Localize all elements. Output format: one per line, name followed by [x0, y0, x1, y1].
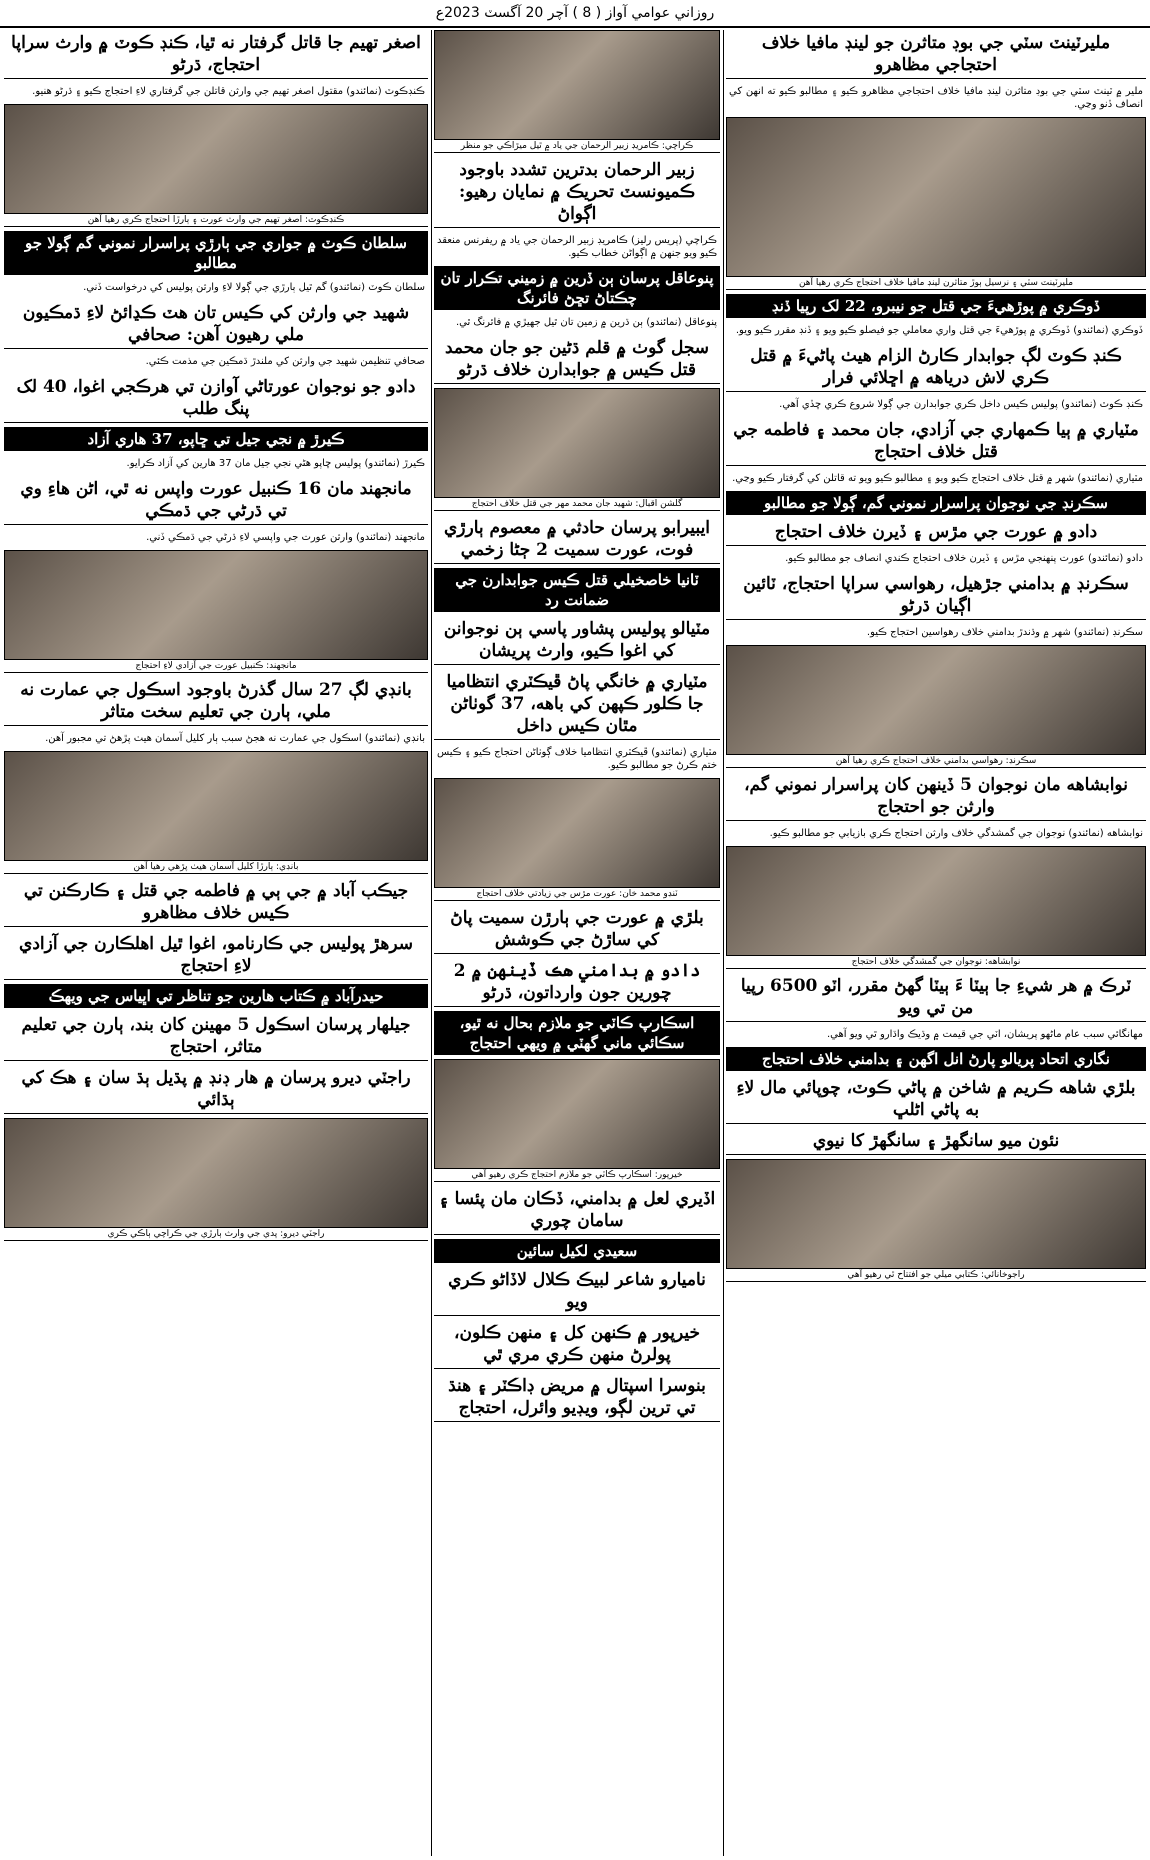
news-photo — [4, 751, 428, 861]
news-headline: شهيد جي وارثن کي ڪيس تان هٽ ڪڍائڻ لاءِ ڌمڪيون ملي رهيون آهن: صحافي — [4, 300, 428, 349]
news-photo-block — [434, 30, 720, 153]
news-headline: بانڊي لڳ 27 سال گذرڻ باوجود اسڪول جي عمارت نه ملي، ٻارن جي تعليم سخت متاثر — [4, 677, 428, 726]
news-headline: خيرپور ۾ ڪنهن کل ۽ منهن ڪلون، پولرڻ منهن ڪري مري ٿي — [434, 1320, 720, 1369]
news-headline: ناميارو شاعر لبيڪ ڪلال لاڏاڻو ڪري ويو — [434, 1267, 720, 1316]
news-story — [4, 455, 428, 472]
news-headline: ٽانيا خاصخيلي قتل ڪيس جوابدارن جي ضمانت رد — [434, 568, 720, 612]
photo-caption: ٽنڊو محمد خان: عورت مڙس جي زيادتي خلاف احتجاج — [434, 888, 720, 901]
photo-caption: سڪرنڊ: رهواسي بدامني خلاف احتجاج ڪري رهيا آهن — [726, 755, 1146, 768]
news-body-text: سلطان ڪوٽ (نمائندو) گم ٿيل ٻارڙي جي ڳولا لاءِ وارثن پوليس کي درخواست ڏني. — [83, 282, 425, 293]
news-story — [434, 335, 720, 384]
news-headline: مليرٽينٽ سٽي جي بوڊ متاثرن جو لينڊ مافيا خلاف احتجاجي مظاهرو — [726, 30, 1146, 79]
news-photo — [726, 846, 1146, 956]
news-story — [434, 669, 720, 740]
news-headline: سڪرنڊ جي نوجوان پراسرار نموني گم، ڳولا جو مطالبو — [726, 491, 1146, 515]
masthead — [0, 0, 1150, 28]
news-story — [4, 427, 428, 451]
news-headline: دادو ۾ بدامني هڪ ڏينهن ۾ 2 چورين جون وارداتون، ڌرڻو — [434, 958, 720, 1007]
photo-caption: مانجهند: ڪنبيل عورت جي آزادي لاءِ احتجاج — [4, 660, 428, 673]
news-photo-block — [726, 117, 1146, 290]
news-photo-block — [726, 645, 1146, 768]
news-story — [726, 519, 1146, 546]
news-story — [4, 1065, 428, 1114]
photo-caption: گلشن اقبال: شهيد جان محمد مهر جي قتل خلاف احتجاج — [434, 498, 720, 511]
news-story — [726, 772, 1146, 821]
news-photo-block — [434, 1059, 720, 1182]
news-headline: حيدرآباد ۾ ڪتاب هارين جو تناظر تي اڀياس جي ويهڪ — [4, 984, 428, 1008]
news-headline: نئون ميو سانگهڙ ۽ سانگهڙ کا نيوي — [726, 1128, 1146, 1155]
news-body-text: صحافي تنظيمن شهيد جي وارثن کي ملندڙ ڌمڪين جي مذمت ڪئي. — [145, 356, 425, 367]
news-story — [726, 396, 1146, 413]
photo-caption: راجٽي ديرو: پدي جي وارث ٻارڙي جي ڪراچي ٻاڪي ڪري — [4, 1228, 428, 1241]
news-headline: ڏوڪري ۾ پوڙهيءَ جي قتل جو نيبرو، 22 لک رپيا ڏنڊ — [726, 294, 1146, 318]
news-story — [726, 1075, 1146, 1124]
news-story — [4, 1012, 428, 1061]
news-photo — [434, 778, 720, 888]
news-photo — [726, 117, 1146, 277]
news-story — [4, 476, 428, 525]
news-headline: جيلهار پرسان اسڪول 5 مهينن کان بند، ٻارن جي تعليم متاثر، احتجاج — [4, 1012, 428, 1061]
news-story — [726, 343, 1146, 392]
news-body-text: دادو (نمائندو) عورت پنهنجي مڙس ۽ ڏيرن خلاف احتجاج ڪندي انصاف جو مطالبو ڪيو. — [785, 553, 1143, 564]
news-story — [4, 529, 428, 546]
news-photo — [434, 1059, 720, 1169]
news-headline: راجٽي ديرو پرسان ۾ هار ڊنڊ ۾ پڌيل ٻڌ سان ۽ هڪ کي ٻڌائي — [4, 1065, 428, 1114]
news-story — [726, 417, 1146, 466]
news-headline: اصغر تهيم جا قاتل گرفتار نه ٿيا، ڪنڊ ڪوٽ ۾ وارث سراپا احتجاج، ڌرڻو — [4, 30, 428, 79]
news-body-text: مٽياري (نمائندو) شهر ۾ قتل خلاف احتجاج ڪيو ويو ۽ مطالبو ڪيو ويو ته قاتلن کي گرفتار ڪيو وڃي. — [732, 473, 1143, 484]
news-story — [434, 266, 720, 310]
news-body-text: ڏوڪري (نمائندو) ڏوڪري ۾ پوڙهيءَ جي قتل واري معاملي جو فيصلو ڪيو ويو ۽ ڏنڊ مقرر ڪيو ويو. — [735, 325, 1143, 336]
news-body-text: ملير ۾ ٽينٽ سٽي جي بوڊ متاثرن لينڊ مافيا خلاف احتجاجي مظاهرو ڪيو ۽ مطالبو ڪيو ته انهن کي انصاف ڏنو وڃي. — [729, 86, 1143, 110]
news-body-text: نوابشاهه (نمائندو) نوجوان جي گمشدگي خلاف وارثن احتجاج ڪري بازيابي جو مطالبو ڪيو. — [769, 828, 1143, 839]
column-divider — [723, 30, 724, 1856]
news-story — [434, 1267, 720, 1316]
news-story — [4, 300, 428, 349]
news-headline: بلڙي شاهه ڪريم ۾ شاخن ۾ پاڻي ڪوٽ، چوپائي مال لاءِ به پاڻي اڻلڀ — [726, 1075, 1146, 1124]
photo-caption: بانڊي: ٻارڙا کليل آسمان هيٺ پڙهي رهيا آهن — [4, 861, 428, 874]
news-photo-block — [4, 550, 428, 673]
news-story — [4, 984, 428, 1008]
news-story — [4, 878, 428, 927]
news-photo-block — [726, 1159, 1146, 1282]
news-story — [726, 30, 1146, 79]
news-headline: مٽياري ۾ ٻيا ڪمهاري جي آزادي، جان محمد ۽ فاطمه جي قتل خلاف احتجاج — [726, 417, 1146, 466]
photo-caption: خيرپور: اسڪارپ ڪاٽي جو ملازم احتجاج ڪري رهيو آهي — [434, 1169, 720, 1182]
news-photo — [726, 645, 1146, 755]
news-story — [434, 958, 720, 1007]
news-body-text: ڪنڊ ڪوٽ (نمائندو) پوليس ڪيس داخل ڪري جوابدارن جي ڳولا شروع ڪري ڇڏي آهي. — [779, 399, 1143, 410]
news-story — [726, 322, 1146, 339]
news-body-text: پنوعاقل (نمائندو) ٻن ڌرين ۾ زمين تان ٿيل جهيڙي ۾ فائرنگ ٿي. — [455, 317, 717, 328]
photo-caption: مليرٽينٽ سٽي ۽ نرسيل ٻوڙ متاثرن لينڊ مافيا خلاف احتجاج ڪري رهيا آهن — [726, 277, 1146, 290]
news-headline: مانجهند مان 16 ڪنبيل عورت واپس نه ٿي، اڻن هاءِ وي تي ڌرڻي جي ڌمڪي — [4, 476, 428, 525]
photo-caption: راجوخانائي: ڪتابي ميلي جو افتتاح ٿي رهيو آهي — [726, 1269, 1146, 1282]
news-body-text: مهانگائي سبب عام ماڻهو پريشان، اٽي جي قيمت ۾ وڌيڪ واڌارو ٿي ويو آهي. — [826, 1029, 1143, 1040]
news-headline: سلطان ڪوٽ ۾ جواري جي ٻارڙي پراسرار نموني گم ڳولا جو مطالبو — [4, 231, 428, 275]
news-photo-block — [726, 846, 1146, 969]
news-photo — [434, 30, 720, 140]
news-photo — [726, 1159, 1146, 1269]
news-headline: سعيدي لکيل سائين — [434, 1239, 720, 1263]
news-story — [726, 973, 1146, 1022]
news-headline: زبير الرحمان بدترين تشدد باوجود ڪميونسٽ تحريڪ ۾ نمايان رهيو: اڳواڻ — [434, 157, 720, 228]
news-story — [434, 616, 720, 665]
news-story — [434, 1373, 720, 1422]
news-story — [434, 1320, 720, 1369]
news-headline: سڪرنڊ ۾ بدامني جڙهيل، رهواسي سراپا احتجاج، ٽائين اڳيان ڌرڻو — [726, 571, 1146, 620]
news-story — [434, 515, 720, 564]
news-story — [726, 571, 1146, 620]
news-headline: اسڪارپ ڪاٽي جو ملازم بحال نه ٿيو، سڪائي ماني گهٽي ۾ ويهي احتجاج — [434, 1011, 720, 1055]
news-headline: مٽياري ۾ خانگي پاڻ ڦيڪٽري انتظاميا جا ڪلور ڪپهن کي باهه، 37 گوٺاڻن مٿان ڪيس داخل — [434, 669, 720, 740]
news-photo-block — [4, 1118, 428, 1241]
news-story — [726, 1047, 1146, 1071]
news-headline: جيڪب آباد ۾ جي ٻي ۾ فاطمه جي قتل ۽ ڪارڪنن تي ڪيس خلاف مظاهرو — [4, 878, 428, 927]
news-story — [434, 905, 720, 954]
news-photo-block — [4, 751, 428, 874]
news-photo-block — [434, 778, 720, 901]
news-story — [726, 470, 1146, 487]
news-body-text: بانڊي (نمائندو) اسڪول جي عمارت نه هجڻ سبب ٻار کليل آسمان هيٺ پڙهڻ تي مجبور آهن. — [45, 733, 425, 744]
news-headline: اڏيري لعل ۾ بدامني، ڏڪان مان پئسا ۽ سامان چوري — [434, 1186, 720, 1235]
news-story — [726, 550, 1146, 567]
news-story — [726, 491, 1146, 515]
news-story — [434, 232, 720, 262]
news-headline: ڪنڊ ڪوٽ لڳ جوابدار ڪارڻ الزام هيٺ پاڻيءَ ۾ قتل ڪري لاش درياهه ۾ اڇلائي فرار — [726, 343, 1146, 392]
news-headline: ٽرڪ ۾ هر شيءِ جا ٻيٽا ءَ ٻيٽا گهڻ مقرر، اٽو 6500 رپيا من تي ويو — [726, 973, 1146, 1022]
photo-caption: نوابشاهه: نوجوان جي گمشدگي خلاف احتجاج — [726, 956, 1146, 969]
news-headline: ڪيرڙ ۾ نجي جيل تي ڇاپو، 37 هاري آزاد — [4, 427, 428, 451]
news-headline: دادو جو نوجوان عورتاڻي آوازن تي هرڪجي اغوا، 40 لک پنگ طلب — [4, 374, 428, 423]
news-photo — [4, 550, 428, 660]
news-story — [434, 1186, 720, 1235]
news-story — [434, 157, 720, 228]
news-story — [434, 1239, 720, 1263]
news-story — [4, 231, 428, 275]
news-story — [726, 294, 1146, 318]
news-story — [434, 1011, 720, 1055]
right-column — [726, 30, 1146, 1856]
left-column — [4, 30, 428, 1856]
news-story — [4, 353, 428, 370]
news-headline: بنوسرا اسپتال ۾ مريض ڊاڪٽر ۽ هنڌ تي ترين لڳو، ويڊيو وائرل، احتجاج — [434, 1373, 720, 1422]
news-story — [434, 314, 720, 331]
news-headline: پنوعاقل پرسان ٻن ڏرين ۾ زميني تڪرار تان چڪتاڻ تڇڻ فائرنگ — [434, 266, 720, 310]
news-photo — [434, 388, 720, 498]
news-body-text: مانجهند (نمائندو) وارثن عورت جي واپسي لاءِ ڌرڻي جي ڌمڪي ڏني. — [146, 532, 425, 543]
news-photo-block — [4, 104, 428, 227]
news-headline: نگاري اتحاد پريالو پارڻ انل اگهن ۽ بدامني خلاف احتجاج — [726, 1047, 1146, 1071]
news-headline: ايبيرابو پرسان حادثي ۾ معصوم ٻارڙي فوت، عورت سميت 2 ڄڻا زخمي — [434, 515, 720, 564]
photo-caption: ڪراچي: ڪامريڊ زبير الرحمان جي ياد ۾ ٿيل ميڙاڪي جو منظر — [434, 140, 720, 153]
news-story — [726, 624, 1146, 641]
column-divider — [431, 30, 432, 1856]
news-story — [726, 825, 1146, 842]
news-body-text: ڪراچي (پريس رليز) ڪامريڊ زبير الرحمان جي ياد ۾ ريفرنس منعقد ڪيو ويو جنهن ۾ اڳواڻن خطاب ڪيو. — [437, 235, 717, 259]
news-headline: سرهڙ پوليس جي ڪارنامو، اغوا ٿيل اهلڪارن جي آزادي لاءِ احتجاج — [4, 931, 428, 980]
news-story — [434, 568, 720, 612]
news-story — [434, 744, 720, 774]
news-story — [726, 1128, 1146, 1155]
news-story — [4, 83, 428, 100]
masthead-title: روزاني عوامي آواز ( 8 ) آچر 20 آگسٽ 2023ع — [435, 5, 715, 21]
news-body-text: مٽياري (نمائندو) ڦيڪٽري انتظاميا خلاف ڳوٺاڻن احتجاج ڪيو ۽ ڪيس ختم ڪرڻ جو مطالبو ڪيو. — [437, 747, 717, 771]
news-story — [4, 374, 428, 423]
news-story — [4, 730, 428, 747]
news-story — [726, 83, 1146, 113]
news-story — [4, 931, 428, 980]
news-story — [4, 677, 428, 726]
photo-caption: ڪنڊڪوٽ: اصغر تهيم جي وارث عورت ۽ ٻارڙا احتجاج ڪري رهيا آهن — [4, 214, 428, 227]
news-story — [726, 1026, 1146, 1043]
news-photo-block — [434, 388, 720, 511]
news-headline: نوابشاهه مان نوجوان 5 ڏينهن کان پراسرار نموني گم، وارثن جو احتجاج — [726, 772, 1146, 821]
news-body-text: سڪرنڊ (نمائندو) شهر ۾ وڌندڙ بدامني خلاف رهواسين احتجاج ڪيو. — [866, 627, 1143, 638]
news-headline: مٽيالو پوليس پشاور پاسي ٻن نوجوانن کي اغوا ڪيو، وارث پريشان — [434, 616, 720, 665]
news-body-text: ڪيرڙ (نمائندو) پوليس ڇاپو هڻي نجي جيل مان 37 هارين کي آزاد ڪرايو. — [126, 458, 425, 469]
news-photo — [4, 1118, 428, 1228]
news-photo — [4, 104, 428, 214]
news-headline: بلڙي ۾ عورت جي ٻارڙن سميت پاڻ کي ساڙڻ جي ڪوشش — [434, 905, 720, 954]
news-headline: دادو ۾ عورت جي مڙس ۽ ڏيرن خلاف احتجاج — [726, 519, 1146, 546]
news-body-text: ڪنڊڪوٽ (نمائندو) مقتول اصغر تهيم جي وارثن قاتلن جي گرفتاري لاءِ احتجاج ڪيو ۽ ڌرڻو هنيو. — [32, 86, 425, 97]
news-story — [4, 279, 428, 296]
news-headline: سجل گوٺ ۾ قلم ڌڻين جو جان محمد قتل ڪيس ۾ جوابدارن خلاف ڌرڻو — [434, 335, 720, 384]
news-story — [4, 30, 428, 79]
middle-column — [434, 30, 720, 1856]
